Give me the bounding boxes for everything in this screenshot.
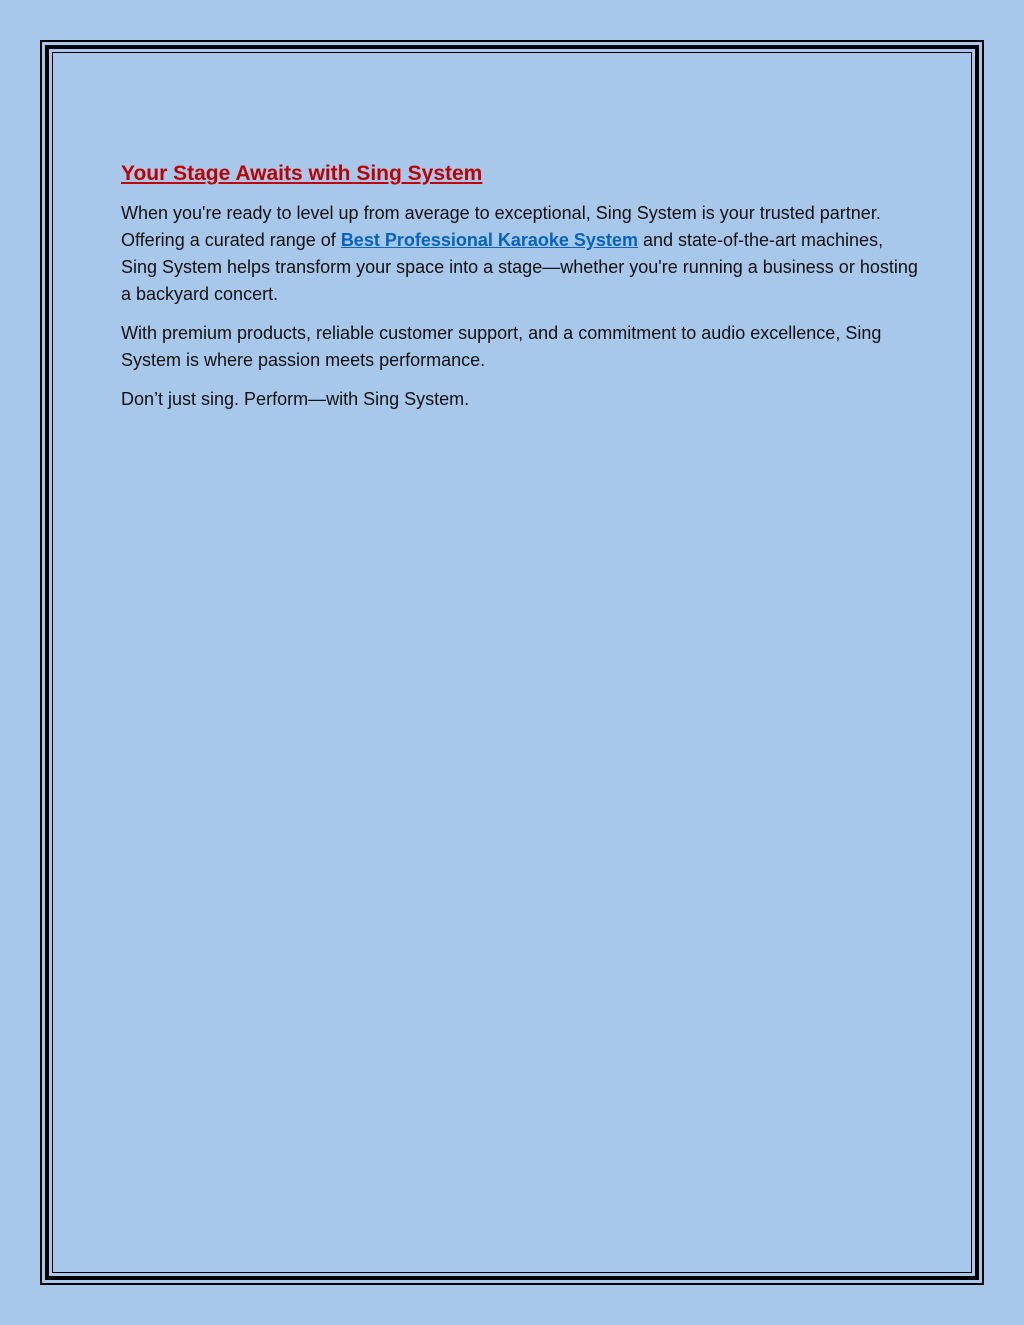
document-heading: Your Stage Awaits with Sing System [121,162,483,185]
paragraph-products: With premium products, reliable customer support, and a commitment to audio excellence, Sing System is where passion meets performance. [121,323,882,370]
paragraph-intro-text-before: When you're ready to level up from average to exceptional, Sing System is your trusted partner. Offering a curated range of [121,203,881,250]
paragraph-closing: Don’t just sing. Perform—with Sing System. [121,389,470,409]
paragraph-intro-text-after: and state-of-the-art machines, Sing System helps transform your space into a stage—whether you're running a business or hosting a backyard concert. [121,230,918,304]
paragraph-intro [121,200,921,308]
karaoke-system-link[interactable]: Best Professional Karaoke System [340,230,638,250]
document-content [121,160,921,425]
